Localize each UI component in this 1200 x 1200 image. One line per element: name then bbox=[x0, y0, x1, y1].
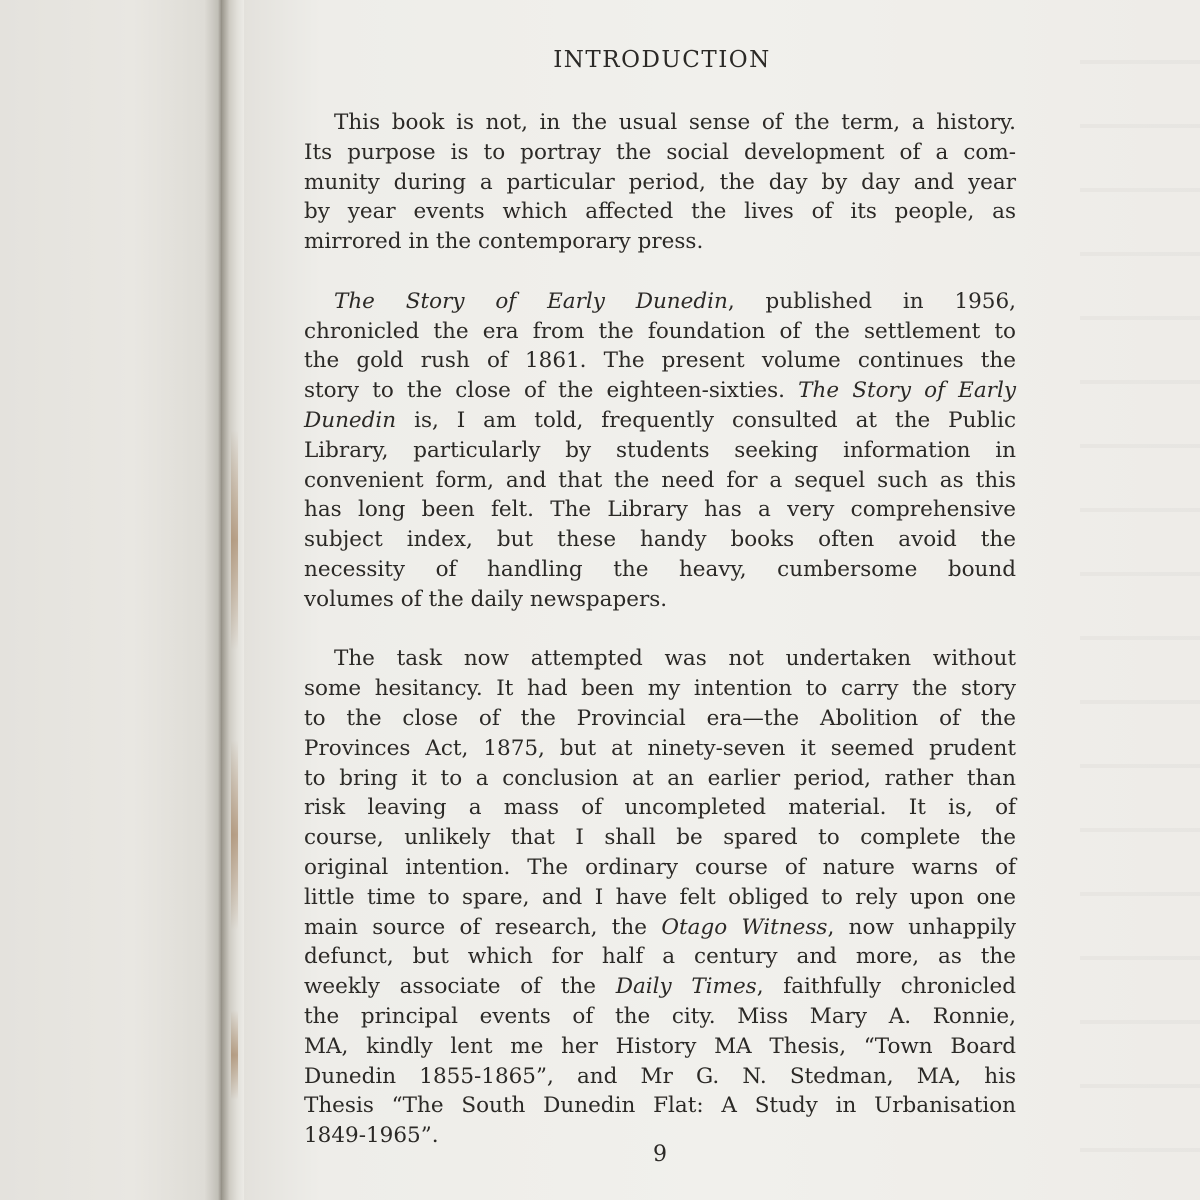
text-line: weekly associate of the Daily Times, faithfully chronicled bbox=[304, 974, 1017, 1000]
text-line: This book is not, in the usual sense of the term, a history. bbox=[334, 110, 1016, 135]
text-line: the gold rush of 1861. The present volume continues the bbox=[304, 348, 1016, 374]
text-line: some hesitancy. It had been my intention to carry the story bbox=[304, 676, 1016, 702]
text-line: Dunedin is, I am told, frequently consulted at the Public bbox=[304, 407, 1016, 433]
text-line: original intention. The ordinary course of nature warns of bbox=[304, 854, 1016, 880]
text-line: the principal events of the city. Miss Mary A. Ronnie, bbox=[304, 1003, 1016, 1029]
text-line: 1849-1965”. bbox=[304, 1123, 439, 1149]
text-line: by year events which affected the lives of its people, as bbox=[304, 199, 1016, 225]
text-line: to bring it to a conclusion at an earlier period, rather than bbox=[304, 765, 1016, 791]
paragraph-3 bbox=[304, 644, 1016, 1151]
gutter-stain bbox=[231, 430, 238, 650]
gutter-stain bbox=[231, 1010, 238, 1100]
text-line: convenient form, and that the need for a sequel such as this bbox=[304, 467, 1016, 493]
page-number: 9 bbox=[653, 1142, 667, 1167]
text-line: volumes of the daily newspapers. bbox=[304, 586, 668, 612]
text-line: munity during a particular period, the day by day and year bbox=[304, 169, 1016, 195]
text-line: The task now attempted was not undertaken without bbox=[334, 646, 1016, 672]
gutter-stain bbox=[231, 740, 238, 930]
paragraph-1 bbox=[304, 108, 1016, 257]
text-line: MA, kindly lent me her History MA Thesis, “Town Board bbox=[304, 1033, 1016, 1059]
show-through-text bbox=[1080, 0, 1200, 1200]
text-line: main source of research, the Otago Witness, now unhappily bbox=[304, 914, 1017, 940]
text-line: course, unlikely that I shall be spared to complete the bbox=[304, 825, 1016, 851]
page-text bbox=[304, 42, 1016, 1151]
text-line: has long been felt. The Library has a very comprehensive bbox=[304, 497, 1016, 523]
text-line: to the close of the Provincial era—the Abolition of the bbox=[304, 705, 1016, 731]
text-line: The Story of Early Dunedin, published in 1956, bbox=[334, 288, 1016, 314]
text-line: necessity of handling the heavy, cumbersome bound bbox=[304, 556, 1016, 582]
text-line: Provinces Act, 1875, but at ninety-seven it seemed prudent bbox=[304, 735, 1016, 761]
text-line: Library, particularly by students seeking information in bbox=[304, 437, 1016, 463]
text-line: subject index, but these handy books often avoid the bbox=[304, 527, 1016, 553]
text-line: story to the close of the eighteen-sixties. The Story of Early bbox=[304, 378, 1016, 404]
text-line: chronicled the era from the foundation of the settlement to bbox=[304, 318, 1016, 344]
chapter-heading: INTRODUCTION bbox=[553, 47, 771, 73]
text-line: risk leaving a mass of uncompleted material. It is, of bbox=[304, 795, 1016, 821]
text-line: Dunedin 1855-1865”, and Mr G. N. Stedman, MA, his bbox=[304, 1063, 1016, 1089]
text-line: defunct, but which for half a century and more, as the bbox=[304, 944, 1016, 970]
text-line: little time to spare, and I have felt obliged to rely upon one bbox=[304, 884, 1016, 910]
text-line: Its purpose is to portray the social development of a com- bbox=[304, 139, 1016, 165]
text-line: mirrored in the contemporary press. bbox=[304, 229, 704, 255]
left-page bbox=[0, 0, 222, 1200]
text-line: Thesis “The South Dunedin Flat: A Study in Urbanisation bbox=[304, 1093, 1016, 1119]
paragraph-2 bbox=[304, 287, 1016, 615]
